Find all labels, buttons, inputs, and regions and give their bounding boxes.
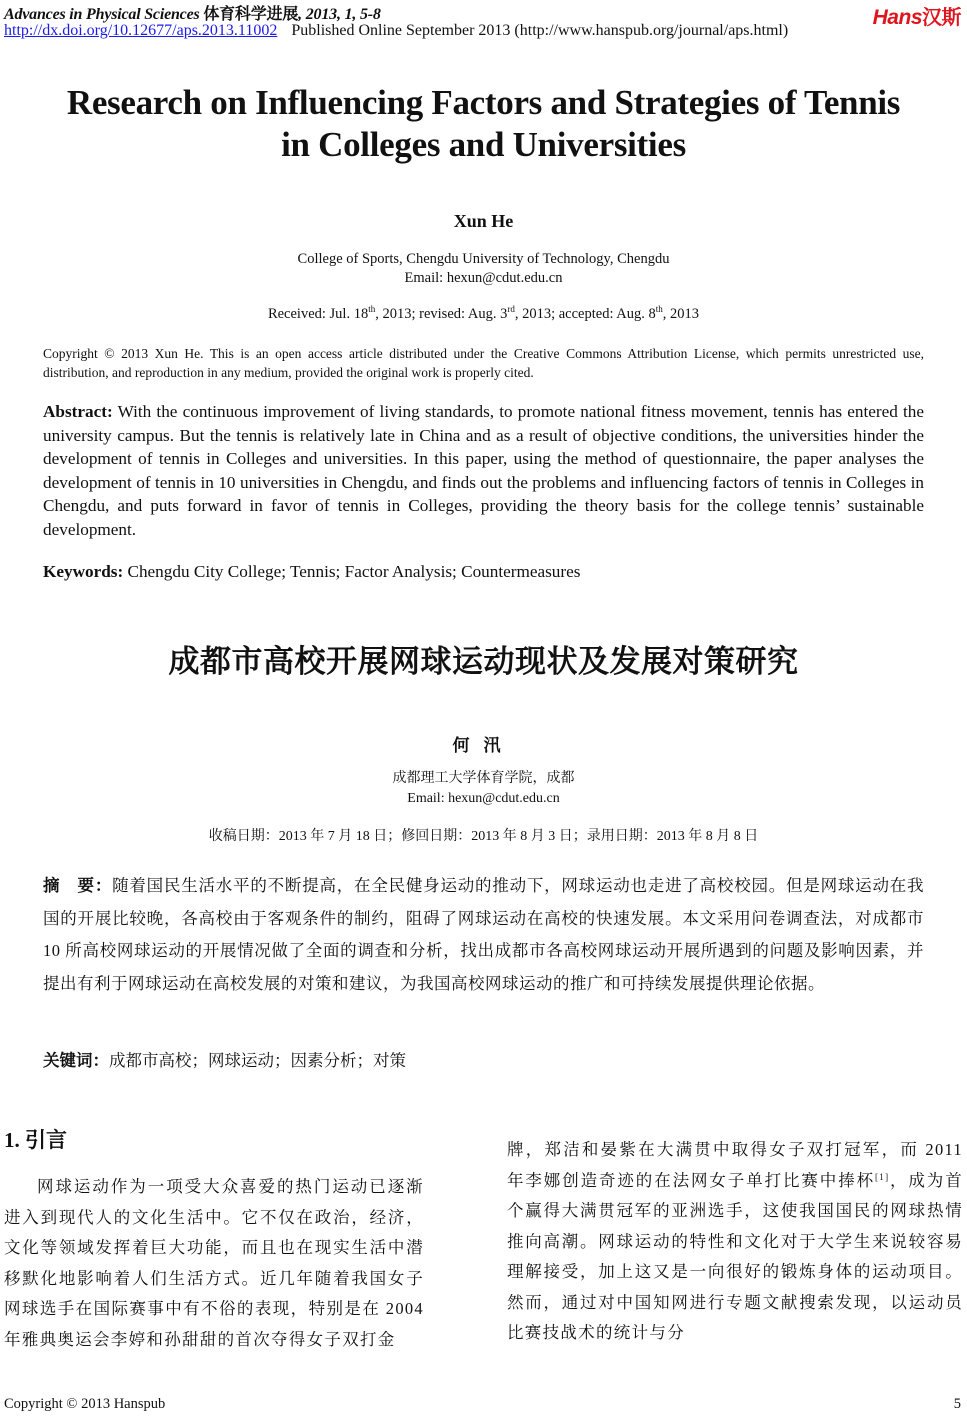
footer-copyright: Copyright © 2013 Hanspub	[4, 1396, 166, 1412]
doi-link[interactable]: http://dx.doi.org/10.12677/aps.2013.11002	[4, 22, 278, 39]
logo-text-en: Hans	[872, 6, 922, 29]
keywords-label: Keywords:	[43, 562, 124, 581]
keywords-en	[43, 562, 924, 582]
author-affiliation-cn	[0, 769, 967, 809]
body-column-right	[507, 1135, 963, 1349]
logo-text-cn: 汉斯	[922, 7, 961, 29]
keywords-text: Chengdu City College; Tennis; Factor Analysis; Countermeasures	[127, 562, 581, 581]
right-column-text-2: ，成为首个赢得大满贯冠军的亚洲选手，这使我国国民的网球热情推向高潮。网球运动的特性和文化对于大学生来说较容易理解接受，加上这又是一向很好的锻炼身体的运动项目。然而，通过对中国知网进行专题文献搜索发现，以运动员比赛技战术的统计与分	[507, 1170, 964, 1342]
body-column-left: 网球运动作为一项受大众喜爱的热门运动已逐渐进入到现代人的文化生活中。它不仅在政治，经济，文化等领域发挥着巨大功能，而且也在现实生活中潜移默化地影响着人们生活方式。近几年随着我国女子网球选手在国际赛事中有不俗的表现，特别是在 2004 年雅典奥运会李婷和孙甜甜的首次夺得女子双打金	[4, 1177, 424, 1349]
keywords-text-cn: 成都市高校；网球运动；因素分析；对策	[109, 1051, 406, 1070]
page-number: 5	[953, 1396, 961, 1412]
author-email: Email: hexun@cdut.edu.cn	[404, 270, 563, 286]
hans-logo	[873, 1, 961, 30]
abstract-text-cn: 随着国民生活水平的不断提高，在全民健身运动的推动下，网球运动也走进了高校校园。但是网球运动在我国的开展比较晚，各高校由于客观条件的制约，阻碍了网球运动在高校的快速发展。本文采用问卷调查法，对成都市 10 所高校网球运动的开展情况做了全面的调查和分析，找出成都市各高校网球运动开展所遇到的问题及影响因素，并提出有利于网球运动在高校发展的对策和建议，为我国高校网球运动的推广和可持续发展提供理论依据。	[43, 876, 925, 993]
revised-sup: rd	[507, 304, 515, 314]
accepted-date: , 2013; accepted: Aug. 8	[514, 306, 656, 322]
journal-name: Advances in Physical Sciences	[4, 6, 200, 23]
publication-line	[4, 22, 788, 40]
received-date: Received: Jul. 18	[267, 306, 369, 322]
keywords-label-cn: 关键词：	[43, 1051, 109, 1070]
accepted-sup: th	[655, 304, 663, 314]
paper-title-en	[0, 82, 967, 166]
revised-date: , 2013; revised: Aug. 3	[375, 306, 508, 322]
journal-name-cn: 体育科学进展	[203, 6, 299, 23]
article-dates	[0, 306, 967, 323]
author-name: Xun He	[453, 211, 514, 231]
author-affiliation	[0, 250, 967, 288]
author-email-cn: Email: hexun@cdut.edu.cn	[407, 791, 560, 806]
section-heading	[4, 1124, 67, 1154]
article-dates-cn: 收稿日期：2013 年 7 月 18 日；修回日期：2013 年 8 月 3 日；录用日期：2013 年 8 月 8 日	[208, 829, 759, 844]
abstract-label: Abstract:	[43, 402, 113, 421]
section-number: 1.	[4, 1128, 20, 1152]
title-line-2: in Colleges and Universities	[281, 125, 686, 164]
journal-header	[4, 1, 381, 24]
published-info: Published Online September 2013 (http://www.hanspub.org/journal/aps.html)	[291, 22, 789, 39]
right-column-text-1: 牌，郑洁和晏紫在大满贯中取得女子双打冠军，而 2011 年李娜创造奇迹的在法网女子单打比赛中捧杯	[507, 1140, 963, 1190]
affiliation-text: College of Sports, Chengdu University of Technology, Chengdu	[297, 251, 670, 267]
citation-ref[interactable]: [1]	[875, 1171, 890, 1182]
received-sup: th	[368, 304, 376, 314]
section-title: 引言	[25, 1128, 67, 1152]
journal-citation: , 2013, 1, 5-8	[298, 6, 381, 23]
copyright-notice: Copyright © 2013 Xun He. This is an open access article distributed under the Creative Commons Attribution License, which permits unrestricted use, distribution, and reproduction in any medium, provided the original work is properly cited.	[43, 346, 924, 380]
abstract-cn	[43, 870, 924, 1000]
dates-tail: , 2013	[662, 306, 700, 322]
keywords-cn	[43, 1047, 924, 1071]
abstract-text: With the continuous improvement of living standards, to promote national fitness movement, tennis has entered the university campus. But the tennis is relatively late in China and as a result of objective conditions, the universities hinder the development of tennis in Colleges and universities. In this paper, using the method of questionnaire, the paper analyses the development of tennis in 10 universities in Chengdu, and finds out the problems and influencing factors of tennis in Colleges in Chengdu, and puts forward in favor of tennis in Colleges, providing the theory basis for the college tennis’ sustainable development.	[43, 402, 924, 539]
abstract-en	[43, 400, 924, 541]
author-name-cn: 何汛	[452, 736, 515, 755]
title-line-1: Research on Influencing Factors and Strategies of Tennis	[66, 83, 901, 122]
affiliation-text-cn: 成都理工大学体育学院，成都	[392, 771, 575, 786]
abstract-label-cn: 摘 要：	[43, 876, 113, 895]
paper-title-cn: 成都市高校开展网球运动现状及发展对策研究	[168, 644, 799, 680]
